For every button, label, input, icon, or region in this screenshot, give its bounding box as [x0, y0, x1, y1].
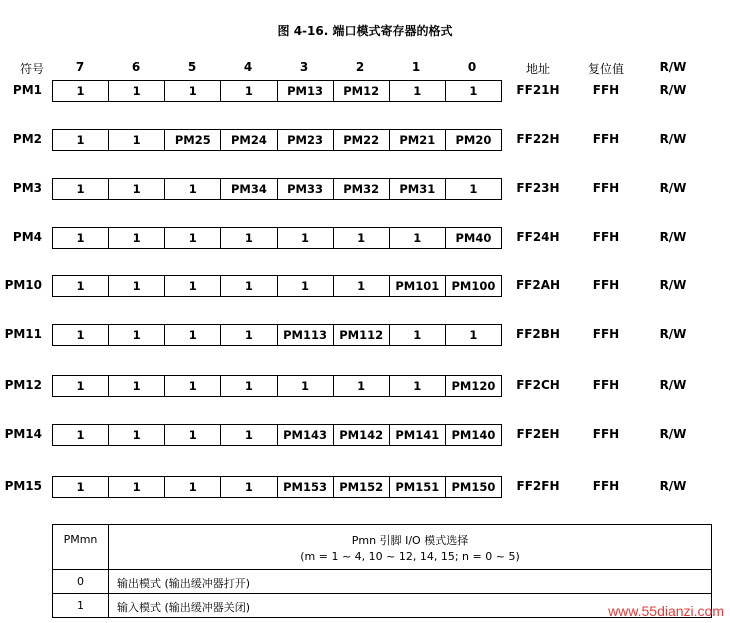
- bit-cell-4: PM34: [220, 178, 276, 200]
- legend-value-1: 1: [77, 599, 84, 612]
- bit-cell-7: 1: [52, 476, 108, 498]
- bit-cell-3: 1: [277, 227, 333, 249]
- register-address: FF2CH: [516, 378, 560, 392]
- bit-cell-4: PM24: [220, 129, 276, 151]
- register-address: FF2AH: [515, 278, 561, 292]
- bit-cell-5: 1: [164, 476, 220, 498]
- bit-cell-2: PM22: [333, 129, 389, 151]
- bit-cell-4: 1: [220, 227, 276, 249]
- bit-cell-5: PM25: [164, 129, 220, 151]
- legend-row-divider: [53, 569, 711, 570]
- register-name: PM11: [4, 327, 42, 341]
- figure-title: 图 4-16. 端口模式寄存器的格式: [277, 24, 453, 38]
- register-reset-value: FFH: [592, 278, 620, 292]
- bit-cell-7: 1: [52, 178, 108, 200]
- bit-cell-4: 1: [220, 375, 276, 397]
- header-rw: R/W: [659, 60, 687, 74]
- register-name: PM14: [4, 427, 42, 441]
- legend-header-line2: (m = 1 ~ 4, 10 ~ 12, 14, 15; n = 0 ~ 5): [300, 550, 520, 563]
- bit-cell-6: 1: [108, 476, 164, 498]
- register-rw: R/W: [659, 132, 687, 146]
- register-row: [0, 178, 730, 200]
- bit-cell-1: 1: [389, 80, 445, 102]
- bit-cell-1: PM21: [389, 129, 445, 151]
- header-bit-4: 4: [243, 60, 253, 74]
- bit-cell-2: PM112: [333, 324, 389, 346]
- register-address: FF2FH: [516, 479, 560, 493]
- bit-cell-2: 1: [333, 275, 389, 297]
- header-bit-1: 1: [411, 60, 421, 74]
- bit-cell-0: PM120: [445, 375, 502, 397]
- bit-cell-5: 1: [164, 324, 220, 346]
- legend-desc-0: 输出模式 (输出缓冲器打开): [117, 577, 251, 590]
- header-bit-5: 5: [187, 60, 197, 74]
- register-reset-value: FFH: [592, 230, 620, 244]
- header-bit-3: 3: [299, 60, 309, 74]
- register-bit-fields: [52, 80, 502, 102]
- bit-cell-6: 1: [108, 424, 164, 446]
- register-row: [0, 375, 730, 397]
- register-rw: R/W: [659, 427, 687, 441]
- bit-cell-0: PM140: [445, 424, 502, 446]
- register-reset-value: FFH: [592, 479, 620, 493]
- bit-cell-5: 1: [164, 375, 220, 397]
- bit-cell-0: PM100: [445, 275, 502, 297]
- bit-cell-4: 1: [220, 324, 276, 346]
- bit-cell-6: 1: [108, 80, 164, 102]
- register-row: [0, 324, 730, 346]
- bit-cell-3: PM143: [277, 424, 333, 446]
- bit-cell-3: PM153: [277, 476, 333, 498]
- bit-cell-0: PM40: [445, 227, 502, 249]
- register-row: [0, 80, 730, 102]
- register-bit-fields: [52, 476, 502, 498]
- register-row: [0, 227, 730, 249]
- bit-cell-7: 1: [52, 275, 108, 297]
- bit-cell-2: PM142: [333, 424, 389, 446]
- bit-cell-1: PM101: [389, 275, 445, 297]
- register-row: [0, 424, 730, 446]
- register-bit-fields: [52, 424, 502, 446]
- bit-cell-7: 1: [52, 375, 108, 397]
- bit-cell-5: 1: [164, 424, 220, 446]
- header-bit-2: 2: [355, 60, 365, 74]
- bit-cell-3: PM23: [277, 129, 333, 151]
- bit-cell-7: 1: [52, 424, 108, 446]
- register-address: FF2EH: [516, 427, 560, 441]
- register-rw: R/W: [659, 83, 687, 97]
- register-address: FF23H: [516, 181, 560, 195]
- header-bit-0: 0: [467, 60, 477, 74]
- bit-cell-3: PM33: [277, 178, 333, 200]
- bit-cell-0: PM20: [445, 129, 502, 151]
- bit-cell-6: 1: [108, 129, 164, 151]
- register-reset-value: FFH: [592, 181, 620, 195]
- bit-cell-1: PM31: [389, 178, 445, 200]
- watermark: www.55dianzi.com: [608, 603, 724, 619]
- legend-value-0: 0: [77, 575, 84, 588]
- register-bit-fields: [52, 227, 502, 249]
- register-row: [0, 476, 730, 498]
- bit-cell-5: 1: [164, 178, 220, 200]
- bit-cell-7: 1: [52, 227, 108, 249]
- bit-cell-0: PM150: [445, 476, 502, 498]
- bit-cell-7: 1: [52, 129, 108, 151]
- bit-cell-0: 1: [445, 178, 502, 200]
- register-name: PM3: [12, 181, 42, 195]
- register-name: PM12: [4, 378, 42, 392]
- bit-cell-1: 1: [389, 375, 445, 397]
- register-bit-fields: [52, 324, 502, 346]
- register-bit-fields: [52, 275, 502, 297]
- header-bit-7: 7: [75, 60, 85, 74]
- register-address: FF22H: [516, 132, 560, 146]
- bit-cell-6: 1: [108, 178, 164, 200]
- register-reset-value: FFH: [592, 427, 620, 441]
- bit-cell-2: PM12: [333, 80, 389, 102]
- legend-header-line1: Pmn 引脚 I/O 模式选择: [351, 534, 469, 547]
- register-row: [0, 129, 730, 151]
- bit-cell-4: 1: [220, 424, 276, 446]
- bit-cell-4: 1: [220, 80, 276, 102]
- bit-cell-2: 1: [333, 375, 389, 397]
- register-bit-fields: [52, 375, 502, 397]
- header-symbol: 符号: [19, 62, 44, 76]
- legend-header-pmmn: PMmn: [63, 533, 98, 546]
- register-row: [0, 275, 730, 297]
- register-address: FF2BH: [516, 327, 560, 341]
- legend-desc-1: 输入模式 (输出缓冲器关闭): [117, 601, 251, 614]
- bit-cell-3: PM13: [277, 80, 333, 102]
- register-name: PM10: [4, 278, 42, 292]
- bit-cell-5: 1: [164, 275, 220, 297]
- register-reset-value: FFH: [592, 83, 620, 97]
- bit-cell-3: 1: [277, 275, 333, 297]
- register-rw: R/W: [659, 181, 687, 195]
- bit-cell-3: PM113: [277, 324, 333, 346]
- bit-cell-1: 1: [389, 227, 445, 249]
- bit-cell-5: 1: [164, 227, 220, 249]
- bit-cell-0: 1: [445, 324, 502, 346]
- register-name: PM1: [12, 83, 42, 97]
- register-name: PM2: [12, 132, 42, 146]
- bit-cell-0: 1: [445, 80, 502, 102]
- register-rw: R/W: [659, 479, 687, 493]
- bit-cell-3: 1: [277, 375, 333, 397]
- register-reset-value: FFH: [592, 132, 620, 146]
- register-rw: R/W: [659, 378, 687, 392]
- register-rw: R/W: [659, 327, 687, 341]
- bit-cell-2: 1: [333, 227, 389, 249]
- header-reset-value: 复位值: [587, 62, 624, 76]
- bit-cell-5: 1: [164, 80, 220, 102]
- bit-cell-6: 1: [108, 375, 164, 397]
- bit-cell-4: 1: [220, 275, 276, 297]
- register-rw: R/W: [659, 230, 687, 244]
- register-bit-fields: [52, 129, 502, 151]
- bit-cell-7: 1: [52, 80, 108, 102]
- register-reset-value: FFH: [592, 327, 620, 341]
- bit-cell-4: 1: [220, 476, 276, 498]
- header-bit-6: 6: [131, 60, 141, 74]
- bit-cell-6: 1: [108, 227, 164, 249]
- register-address: FF21H: [516, 83, 560, 97]
- bit-cell-1: 1: [389, 324, 445, 346]
- bit-cell-6: 1: [108, 275, 164, 297]
- legend-header-description: [109, 533, 711, 565]
- bit-cell-6: 1: [108, 324, 164, 346]
- bit-cell-2: PM152: [333, 476, 389, 498]
- legend-row-divider: [53, 593, 711, 594]
- header-address: 地址: [525, 62, 550, 76]
- register-rw: R/W: [659, 278, 687, 292]
- register-name: PM4: [12, 230, 42, 244]
- bit-cell-1: PM141: [389, 424, 445, 446]
- register-bit-fields: [52, 178, 502, 200]
- bit-cell-1: PM151: [389, 476, 445, 498]
- bit-cell-2: PM32: [333, 178, 389, 200]
- register-address: FF24H: [516, 230, 560, 244]
- register-reset-value: FFH: [592, 378, 620, 392]
- register-name: PM15: [4, 479, 42, 493]
- bit-cell-7: 1: [52, 324, 108, 346]
